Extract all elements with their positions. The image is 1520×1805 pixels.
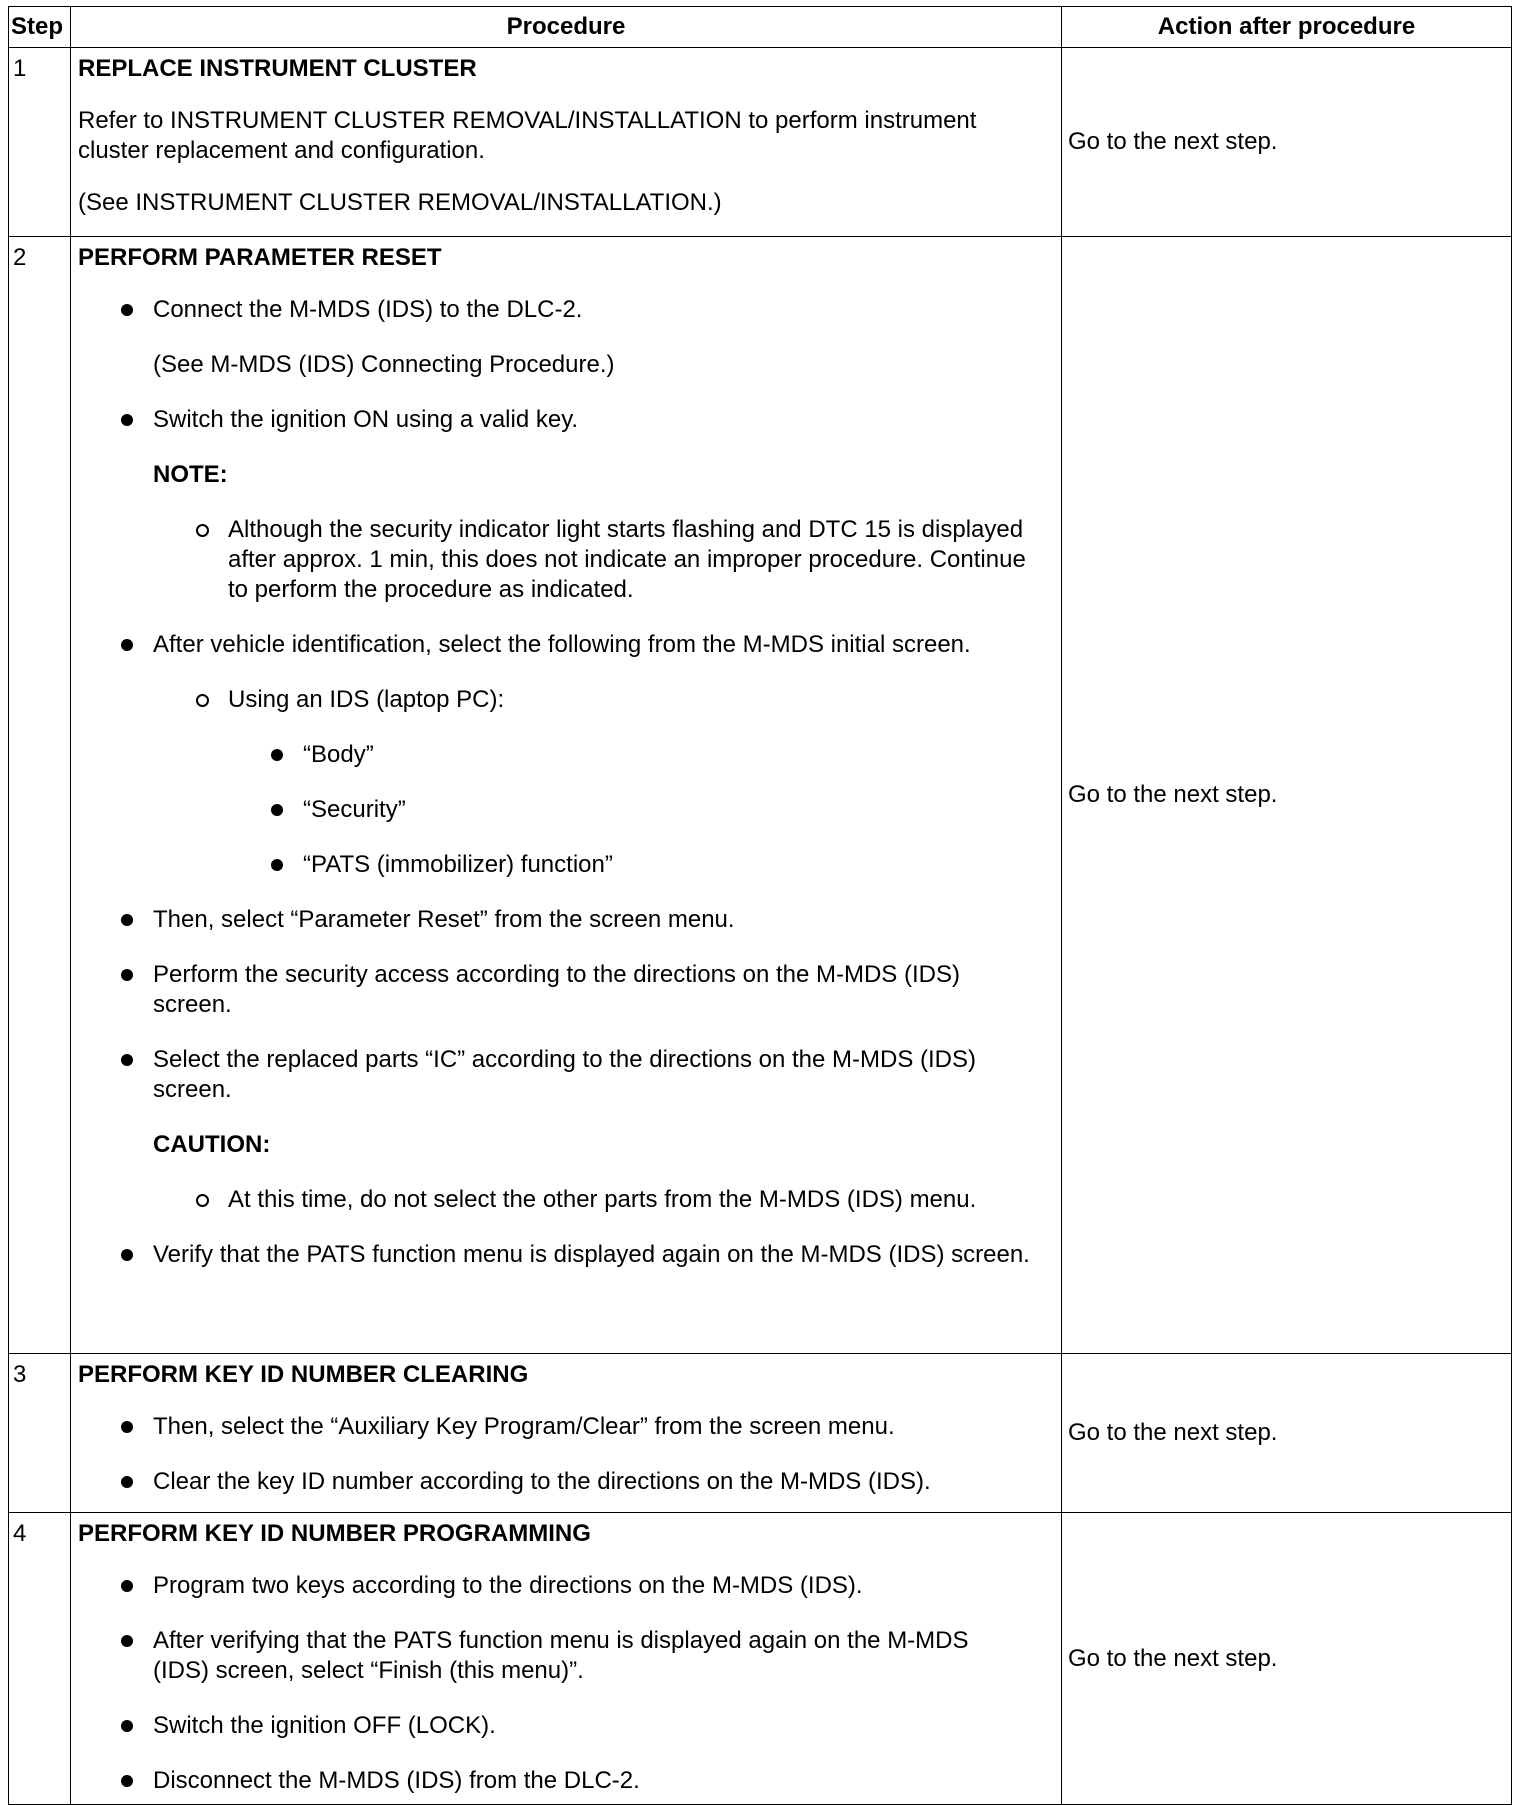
list-item (78, 1766, 1031, 1796)
list-item (78, 960, 1031, 1020)
procedure-cell (71, 1513, 1062, 1805)
list-item (78, 515, 1031, 605)
step-number: 4 (9, 1513, 71, 1805)
bullet-icon (271, 804, 283, 816)
procedure-text: Refer to INSTRUMENT CLUSTER REMOVAL/INSTALLATION to perform instrument cluster replacement and configuration. (78, 107, 977, 164)
list-item (78, 1240, 1031, 1270)
procedure-cell (71, 48, 1062, 237)
list-item-text: Then, select the “Auxiliary Key Program/Clear” from the screen menu. (153, 1413, 895, 1440)
bullet-icon (121, 969, 133, 981)
list-item-text: After verifying that the PATS function menu is displayed again on the M-MDS (IDS) screen, select “Finish (this menu)”. (153, 1627, 969, 1684)
list-item-text: “Body” (303, 741, 374, 768)
step-number: 1 (9, 48, 71, 237)
list-item-text: Connect the M-MDS (IDS) to the DLC-2. (153, 296, 583, 323)
list-item-text: Verify that the PATS function menu is displayed again on the M-MDS (IDS) screen. (153, 1241, 1030, 1268)
step-title: PERFORM PARAMETER RESET (78, 244, 442, 271)
note-label: NOTE: (153, 461, 228, 488)
header-step: Step (9, 7, 71, 48)
list-item (78, 740, 1031, 770)
list-item (78, 630, 1031, 660)
caution-label: CAUTION: (153, 1131, 271, 1158)
action-cell: Go to the next step. (1062, 237, 1512, 1354)
list-item (78, 405, 1031, 435)
header-procedure: Procedure (71, 7, 1062, 48)
list-item-text: Switch the ignition ON using a valid key. (153, 406, 579, 433)
action-cell: Go to the next step. (1062, 48, 1512, 237)
bullet-icon (121, 304, 133, 316)
list-item-text: Select the replaced parts “IC” according to the directions on the M-MDS (IDS) screen. (153, 1046, 977, 1103)
step-title: PERFORM KEY ID NUMBER PROGRAMMING (78, 1520, 591, 1547)
list-item (78, 1045, 1031, 1105)
list-item-text: “Security” (303, 796, 406, 823)
hollow-bullet-icon (196, 1194, 209, 1207)
list-item (78, 905, 1031, 935)
table-header-row (9, 7, 1512, 48)
list-item (78, 1571, 1031, 1601)
bullet-icon (121, 1249, 133, 1261)
hollow-bullet-icon (196, 524, 209, 537)
table-row-step-2 (9, 237, 1512, 1354)
action-cell: Go to the next step. (1062, 1513, 1512, 1805)
list-item-text: Then, select “Parameter Reset” from the screen menu. (153, 906, 735, 933)
list-item-text: Perform the security access according to the directions on the M-MDS (IDS) screen. (153, 961, 960, 1018)
list-item-text: Clear the key ID number according to the directions on the M-MDS (IDS). (153, 1468, 931, 1495)
procedure-table (8, 6, 1512, 1805)
list-item-text: Using an IDS (laptop PC): (228, 686, 505, 713)
list-item-text: (See M-MDS (IDS) Connecting Procedure.) (153, 351, 615, 378)
step-number: 2 (9, 237, 71, 1354)
step-title: REPLACE INSTRUMENT CLUSTER (78, 55, 477, 82)
bullet-icon (271, 859, 283, 871)
bullet-icon (121, 1580, 133, 1592)
bullet-icon (121, 914, 133, 926)
caution-heading (78, 1130, 1031, 1160)
list-item-text: After vehicle identification, select the following from the M-MDS initial screen. (153, 631, 971, 658)
table-row-step-3 (9, 1354, 1512, 1513)
bullet-icon (121, 1775, 133, 1787)
bullet-icon (121, 1476, 133, 1488)
reference-text (78, 350, 1031, 380)
list-item (78, 685, 1031, 715)
list-item-text: At this time, do not select the other parts from the M-MDS (IDS) menu. (228, 1186, 977, 1213)
bullet-icon (121, 1720, 133, 1732)
table-row-step-4 (9, 1513, 1512, 1805)
note-heading (78, 460, 1031, 490)
bullet-icon (271, 749, 283, 761)
list-item (78, 1626, 1031, 1686)
list-item (78, 1467, 1031, 1497)
list-item (78, 1412, 1031, 1442)
bullet-icon (121, 639, 133, 651)
bullet-icon (121, 1054, 133, 1066)
table-row-step-1 (9, 48, 1512, 237)
hollow-bullet-icon (196, 694, 209, 707)
list-item-text: “PATS (immobilizer) function” (303, 851, 613, 878)
list-item (78, 850, 1031, 880)
procedure-cell (71, 1354, 1062, 1513)
header-action: Action after procedure (1062, 7, 1512, 48)
procedure-cell (71, 237, 1062, 1354)
list-item-text: Program two keys according to the directions on the M-MDS (IDS). (153, 1572, 863, 1599)
step-number: 3 (9, 1354, 71, 1513)
list-item-text: Although the security indicator light starts flashing and DTC 15 is displayed after approx. 1 min, this does not indicate an improper procedure. Continue to perform the procedure as indicated. (228, 516, 1026, 603)
bullet-icon (121, 414, 133, 426)
bullet-icon (121, 1421, 133, 1433)
reference-text: (See INSTRUMENT CLUSTER REMOVAL/INSTALLATION.) (78, 189, 722, 216)
list-item (78, 795, 1031, 825)
bullet-icon (121, 1635, 133, 1647)
list-item-text: Disconnect the M-MDS (IDS) from the DLC-2. (153, 1767, 640, 1794)
step-title: PERFORM KEY ID NUMBER CLEARING (78, 1361, 529, 1388)
action-cell: Go to the next step. (1062, 1354, 1512, 1513)
list-item (78, 1711, 1031, 1741)
list-item (78, 295, 1031, 325)
list-item-text: Switch the ignition OFF (LOCK). (153, 1712, 496, 1739)
list-item (78, 1185, 1031, 1215)
